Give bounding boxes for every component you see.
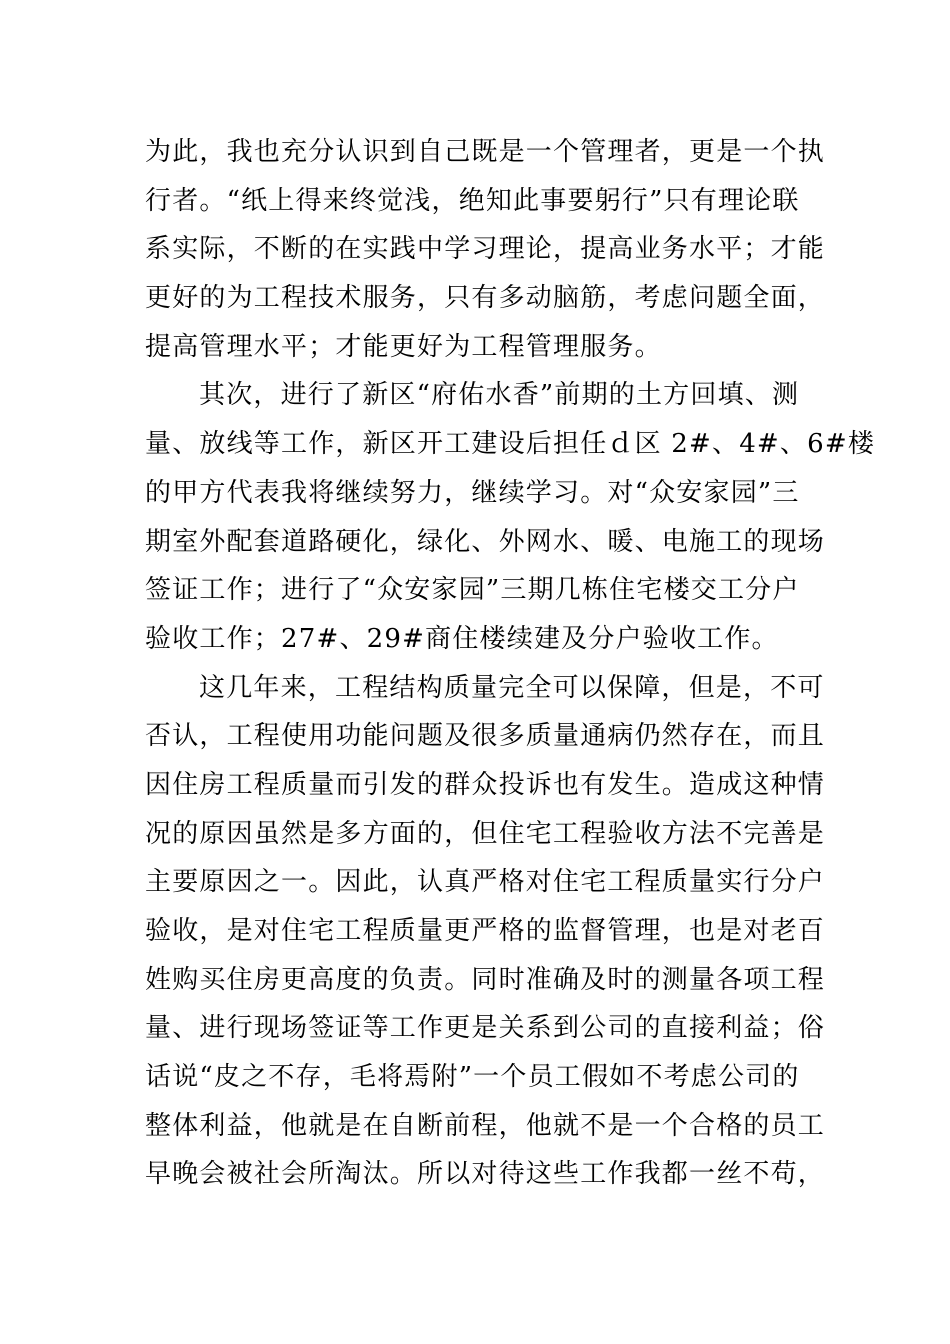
text-line: 系实际，不断的在实践中学习理论，提高业务水平；才能 (145, 234, 826, 265)
text-line: 验收，是对住宅工程质量更严格的监督管理，也是对老百 (145, 916, 826, 946)
paragraph (145, 664, 826, 1200)
text-line: 话说“皮之不存，毛将焉附”一个员工假如不考虑公司的 (145, 1062, 800, 1093)
paragraph (145, 128, 826, 371)
text-line: 整体利益，他就是在自断前程，他就不是一个合格的员工 (145, 1110, 826, 1141)
text-line: 量、进行现场签证等工作更是关系到公司的直接利益；俗 (145, 1013, 826, 1044)
document-body (145, 128, 876, 1199)
text-line: 况的原因虽然是多方面的，但住宅工程验收方法不完善是 (145, 818, 826, 849)
paragraph (145, 371, 876, 663)
text-line: 其次，进行了新区“府佑水香”前期的土方回填、测 (199, 380, 800, 411)
text-line: 签证工作；进行了“众安家园”三期几栋住宅楼交工分户 (145, 575, 800, 606)
text-line: 早晚会被社会所淘汰。所以对待这些工作我都一丝不苟， (145, 1159, 826, 1190)
text-line: 量、放线等工作，新区开工建设后担任ｄ区 2#、4#、6#楼 (145, 429, 876, 460)
text-line: 期室外配套道路硬化，绿化、外网水、暖、电施工的现场 (145, 526, 826, 557)
text-line: 的甲方代表我将继续努力，继续学习。对“众安家园”三 (145, 477, 800, 508)
text-line: 否认，工程使用功能问题及很多质量通病仍然存在，而且 (145, 721, 826, 752)
text-line: 为此，我也充分认识到自己既是一个管理者，更是一个执 (145, 137, 826, 167)
text-line: 因住房工程质量而引发的群众投诉也有发生。造成这种情 (145, 769, 826, 800)
text-line: 提高管理水平；才能更好为工程管理服务。 (145, 331, 662, 362)
text-line: 主要原因之一。因此，认真严格对住宅工程质量实行分户 (145, 867, 826, 898)
text-line: 更好的为工程技术服务，只有多动脑筋，考虑问题全面， (145, 283, 826, 314)
text-line: 这几年来，工程结构质量完全可以保障，但是，不可 (199, 672, 825, 703)
text-line: 验收工作；27#、29#商住楼续建及分户验收工作。 (145, 623, 779, 654)
text-line: 姓购买住房更高度的负责。同时准确及时的测量各项工程 (145, 964, 826, 995)
text-line: 行者。“纸上得来终觉浅，绝知此事要躬行”只有理论联 (145, 185, 800, 216)
